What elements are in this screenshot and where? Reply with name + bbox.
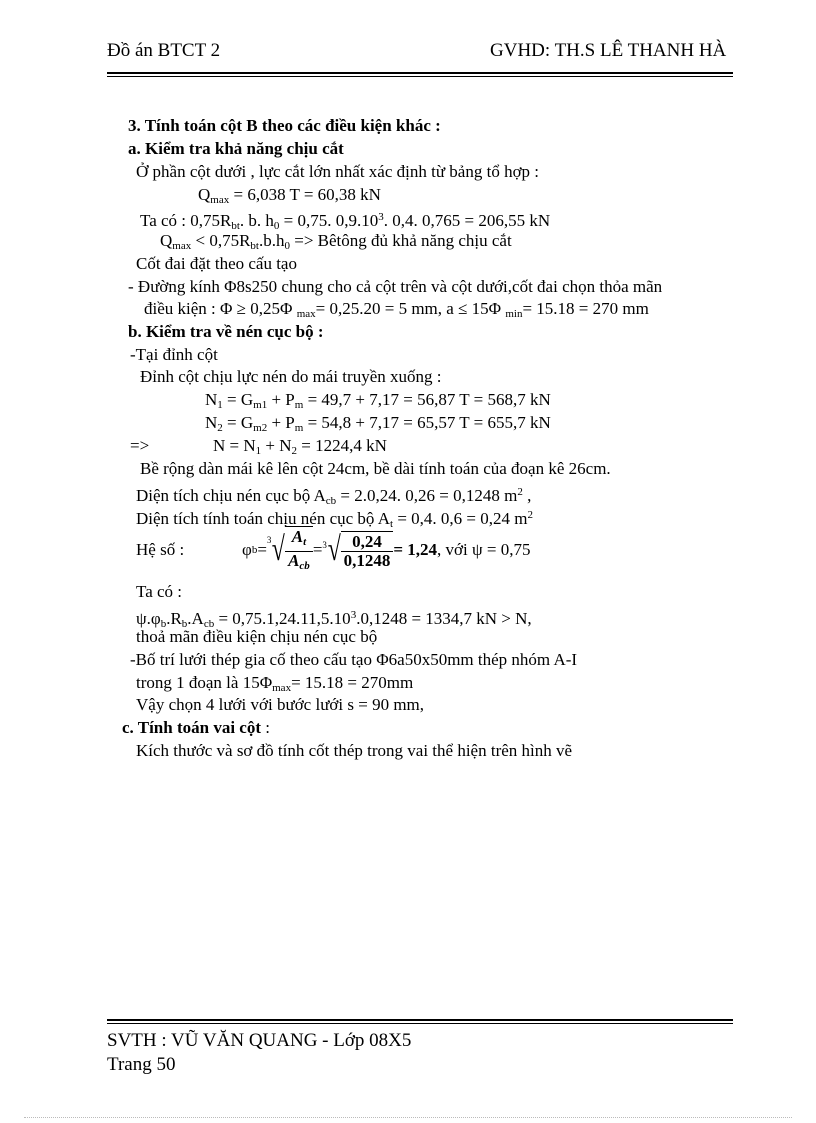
para-luoi-thep: -Bố trí lưới thép gia cố theo cấu tạo Φ6a50x50mm thép nhóm A-I [130,650,578,669]
para-b5: Diện tích tính toán chịu nén cục bộ $A_t = 0,4$. 0,6 = 0,24 $m^2$ [136,509,533,530]
para-trong: trong 1 đoạn là $15\Phi_{max}= 15.18 = 270mm$ [136,673,414,694]
eq-qmax: $Q_{max} = 6,038$ T = 60,38 kN [198,185,381,206]
page-bottom-edge [24,1117,792,1118]
section-3-title: 3. Tính toán cột B theo các điều kiện khác : [128,116,441,135]
footer-rule-thick [107,1019,733,1021]
section-b-title: b. Kiểm tra về nén cục bộ : [128,322,324,341]
footer-student: SVTH : VŨ VĂN QUANG - Lớp 08X5 [107,1030,412,1051]
para-vay: Vậy chọn 4 lưới với bước lưới s = 90 mm, [136,695,425,714]
para-ta-co: Ta có : [136,582,183,601]
eq-shear-check: $Q_{max} < 0,75R_{bt}.b.h_0$ => Bêtông đủ khả năng chịu cắt [160,231,512,252]
footer-rule-thin [107,1023,733,1024]
para-b4: Diện tích chịu nén cục bộ $A_{cb} = 2.0,24$. 0,26 = 0,1248 $m^2$ , [136,486,532,507]
header-rule-thick [107,72,733,74]
para-c1: Kích thước và sơ đồ tính cốt thép trong vai thể hiện trên hình vẽ [136,741,573,760]
hs-label: Hệ số : [136,540,185,559]
para-b1: -Tại đỉnh cột [130,345,218,364]
header-rule-thin [107,76,733,77]
para-a6: - Đường kính Φ8s250 chung cho cả cột trên và cột dưới,cốt đai chọn thỏa mãn [128,277,663,296]
eq-ta-co-shear: Ta có : $0,75R_{bt}$. b. $h_0 = 0,75$. 0,9.10$^3$. 0,4. 0,765 = 206,55 kN [140,211,551,232]
section-a-title: a. Kiểm tra khả năng chịu cắt [128,139,344,158]
para-a5: Cốt đai đặt theo cấu tạo [136,254,297,273]
eq-n1: $N_1 = G_{m1} + P_m = 49,7 + 7,17 = 56,87$ T = 568,7 kN [205,390,551,411]
eq-n2: $N_2 = G_{m2} + P_m = 54,8 + 7,17 = 65,57$ T = 655,7 kN [205,413,551,434]
para-a7: điều kiện : Φ ≥ 0,25Φ $_{max}$= 0,25.20 = 5 mm, a ≤ 15Φ $_{min}$= 15.18 = 270 mm [144,299,649,320]
arrow: => [130,436,150,455]
para-b2: Đỉnh cột chịu lực nén do mái truyền xuống : [140,367,442,386]
para-a1: Ở phần cột dưới , lực cắt lớn nhất xác định từ bảng tổ hợp : [136,162,540,181]
para-thoa: thoả mãn điều kiện chịu nén cục bộ [136,627,378,646]
section-c-title: c. Tính toán vai cột : [122,718,270,737]
cube-root-numeric: 3 √ $\frac{0,24}{0,1248}$ [322,531,393,570]
header-right: GVHD: TH.S LÊ THANH HÀ [490,40,727,61]
hs-formula: φ b = 3 √ $\frac{A_t}{A_{cb}}$ = 3 √ $\frac{0,24}{0,1248}$ = 1,24 , với ψ = 0,75 [242,527,530,573]
para-b3: Bề rộng dàn mái kê lên cột 24cm, bề dài tính toán của đoạn kê 26cm. [140,459,611,478]
footer-page: Trang 50 [107,1054,176,1075]
header-left: Đồ án BTCT 2 [107,40,221,61]
eq-psi: $\psi.\varphi_b.R_b.A_{cb} = 0,75.1,24.11,5.10^3.0,1248 = 1334,7$ kN > N, [136,609,532,630]
cube-root-symbolic: 3 √ $\frac{A_t}{A_{cb}}$ [267,526,313,575]
eq-n-total: $N = N_1 + N_2 = 1224,4$ kN [213,436,387,457]
